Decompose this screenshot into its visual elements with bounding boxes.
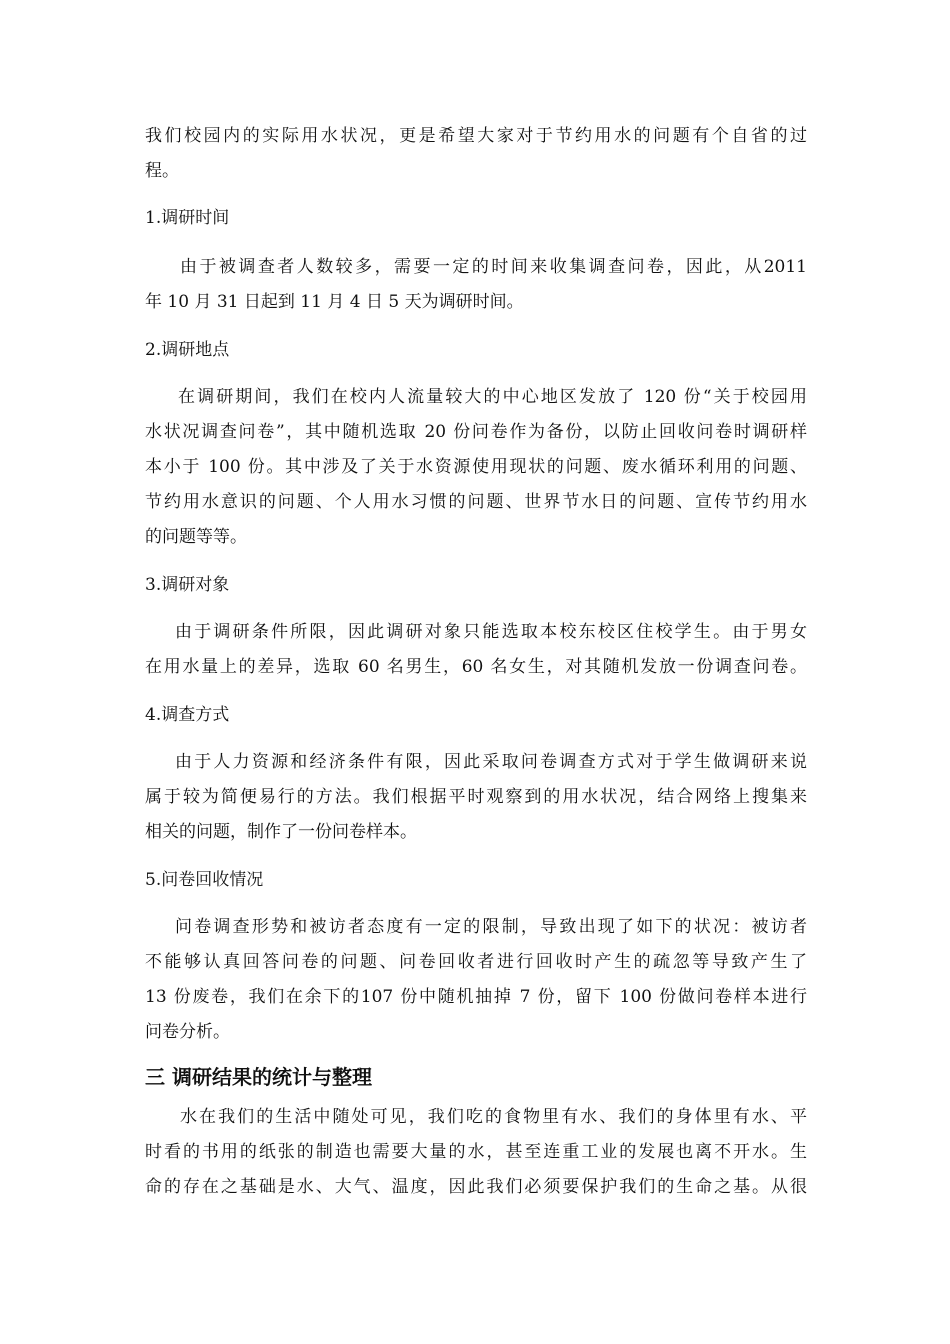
paragraph-line: 问卷调查形势和被访者态度有一定的限制，导致出现了如下的状况：被访者 bbox=[175, 917, 807, 937]
paragraph-line: 水状况调查问卷”，其中随机选取 20 份问卷作为备份，以防止回收问卷时调研样 bbox=[145, 422, 807, 442]
paragraph-line: 节约用水意识的问题、个人用水习惯的问题、世界节水日的问题、宣传节约用水 bbox=[145, 492, 807, 512]
paragraph-line: 时看的书用的纸张的制造也需要大量的水，甚至连重工业的发展也离不开水。生 bbox=[145, 1142, 807, 1162]
paragraph-line: 年 10 月 31 日起到 11 月 4 日 5 天为调研时间。 bbox=[145, 292, 524, 312]
paragraph-line: 问卷分析。 bbox=[145, 1022, 230, 1042]
paragraph-line: 水在我们的生活中随处可见，我们吃的食物里有水、我们的身体里有水、平 bbox=[180, 1107, 807, 1127]
section-heading: 4.调查方式 bbox=[145, 705, 230, 725]
paragraph-line: 由于被调查者人数较多，需要一定的时间来收集调查问卷，因此，从2011 bbox=[180, 257, 807, 277]
paragraph-line: 程。 bbox=[145, 161, 179, 181]
paragraph-line: 在调研期间，我们在校内人流量较大的中心地区发放了 120 份“关于校园用 bbox=[178, 387, 807, 407]
paragraph-line: 在用水量上的差异，选取 60 名男生，60 名女生，对其随机发放一份调查问卷。 bbox=[145, 657, 807, 677]
section-heading: 1.调研时间 bbox=[145, 208, 230, 228]
section-heading: 3.调研对象 bbox=[145, 575, 230, 595]
paragraph-line: 不能够认真回答问卷的问题、问卷回收者进行回收时产生的疏忽等导致产生了 bbox=[145, 952, 807, 972]
paragraph-line: 13 份废卷，我们在余下的107 份中随机抽掉 7 份，留下 100 份做问卷样本进行 bbox=[145, 987, 807, 1007]
paragraph-line: 我们校园内的实际用水状况，更是希望大家对于节约用水的问题有个自省的过 bbox=[145, 126, 807, 146]
paragraph-line: 由于人力资源和经济条件有限，因此采取问卷调查方式对于学生做调研来说 bbox=[175, 752, 807, 772]
paragraph-line: 本小于 100 份。其中涉及了关于水资源使用现状的问题、废水循环利用的问题、 bbox=[145, 457, 807, 477]
paragraph-line: 的问题等等。 bbox=[145, 527, 247, 547]
section-heading: 2.调研地点 bbox=[145, 340, 230, 360]
section-heading: 5.问卷回收情况 bbox=[145, 870, 264, 890]
paragraph-line: 相关的问题，制作了一份问卷样本。 bbox=[145, 822, 417, 842]
chapter-heading: 三 调研结果的统计与整理 bbox=[145, 1065, 372, 1089]
paragraph-line: 属于较为简便易行的方法。我们根据平时观察到的用水状况，结合网络上搜集来 bbox=[145, 787, 807, 807]
paragraph-line: 由于调研条件所限，因此调研对象只能选取本校东校区住校学生。由于男女 bbox=[175, 622, 807, 642]
paragraph-line: 命的存在之基础是水、大气、温度，因此我们必须要保护我们的生命之基。从很 bbox=[145, 1177, 807, 1197]
